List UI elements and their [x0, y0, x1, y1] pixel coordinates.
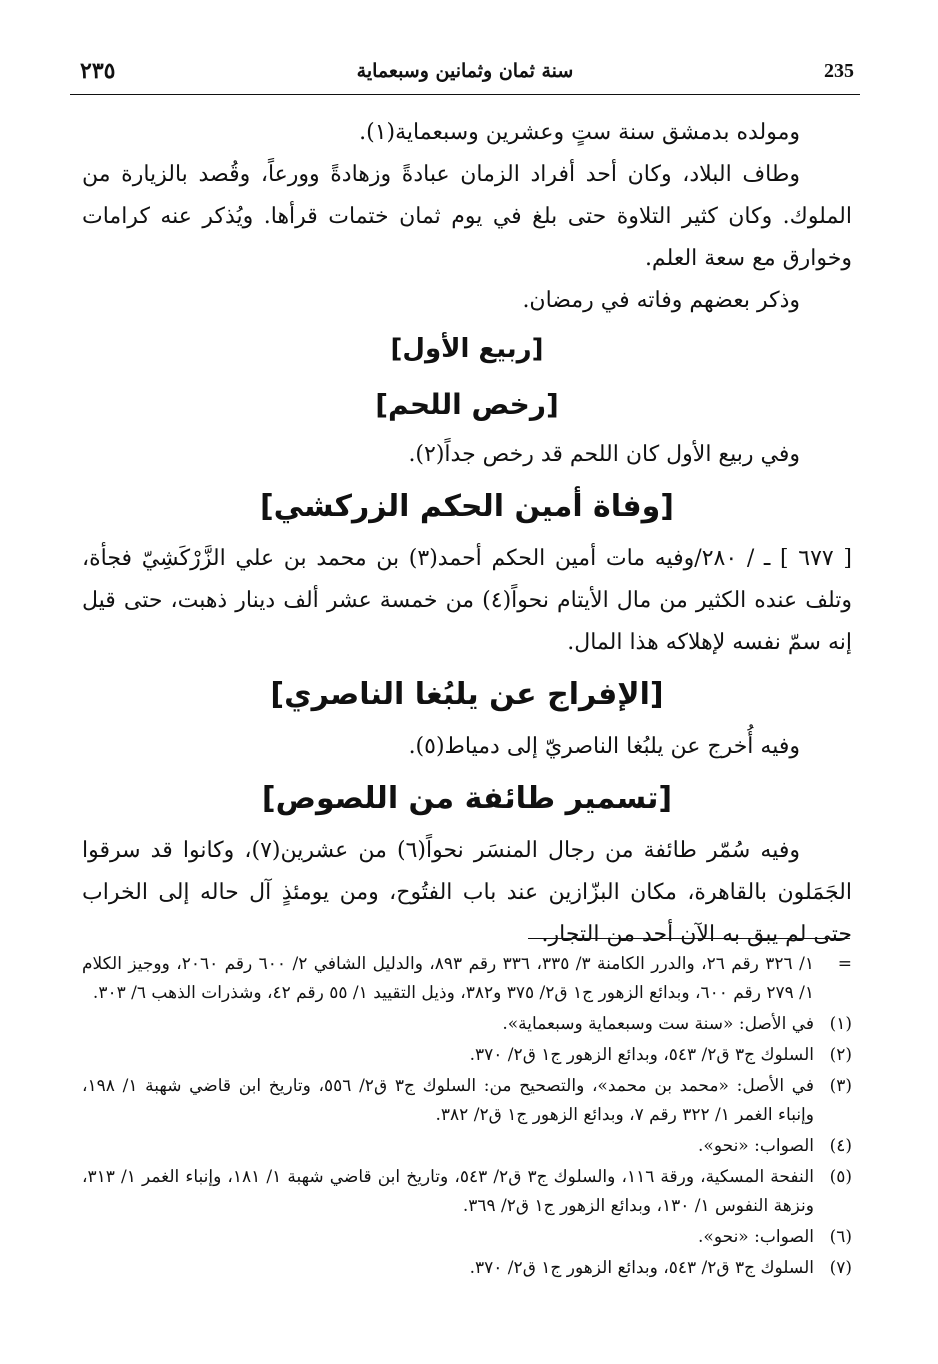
- footnote-text: النفحة المسكية، ورقة ١١٦، والسلوك ج٣ ق٢/ ٥٤٣، وتاريخ ابن قاضي شهبة ١/ ١٨١، وإنباء الغمر ١/ ٣١٣، ونزهة النفوس ١/ ١٣٠، وبدائع الزهور ج١ ق٢/ ٣٦٩.: [82, 1167, 814, 1216]
- footnotes: [82, 950, 852, 1285]
- running-title: سنة ثمان وثمانين وسبعماية: [356, 60, 574, 82]
- footnote-number: (٢): [829, 1045, 852, 1065]
- paragraph-cheap-meat: وفي ربيع الأول كان اللحم قد رخص جداً(٢).: [408, 442, 800, 467]
- paragraph-birth: ومولده بدمشق سنة ستٍ وعشرين وسبعماية(١).: [359, 120, 800, 145]
- footnote-number: (٥): [829, 1167, 852, 1187]
- footnote: [82, 1010, 852, 1039]
- section-heading-nailing-thieves: [تسمير طائفة من اللصوص]: [261, 781, 673, 816]
- footnote-divider: [528, 938, 850, 939]
- paragraph-release-yalbugha: وفيه أُخرج عن يلبُغا الناصريّ إلى دمياط(٥).: [408, 734, 800, 759]
- footnote: [82, 1254, 852, 1283]
- footnote-number: (١): [829, 1014, 852, 1034]
- footnote: [82, 1132, 852, 1161]
- footnote-number: =: [837, 954, 852, 974]
- main-text: [82, 112, 852, 956]
- section-heading-release-yalbugha: [الإفراج عن يلبُغا الناصري]: [270, 677, 664, 712]
- section-heading-rabi-al-awwal: [ربيع الأول]: [390, 334, 544, 364]
- footnote-number: (٦): [829, 1227, 852, 1247]
- footnote-text: السلوك ج٣ ق٢/ ٥٤٣، وبدائع الزهور ج١ ق٢/ ٣٧٠.: [469, 1258, 814, 1278]
- footnote: [82, 1041, 852, 1070]
- footnote-text: في الأصل: «محمد بن محمد»، والتصحيح من: السلوك ج٣ ق٢/ ٥٥٦، وتاريخ ابن قاضي شهبة ١/ ١٩٨، وإنباء الغمر ١/ ٣٢٢ رقم ٧، وبدائع الزهور ج١ ق٢/ ٣٨٢.: [82, 1076, 815, 1125]
- footnote-number: (٤): [829, 1136, 852, 1156]
- footnote-text: في الأصل: «سنة ست وسبعماية وسبعماية».: [502, 1014, 814, 1034]
- section-heading-cheap-meat: [رخص اللحم]: [375, 388, 559, 421]
- footnote-number: (٣): [829, 1076, 852, 1096]
- section-heading-death-zarkashi: [وفاة أمين الحكم الزركشي]: [259, 489, 675, 524]
- footnote-text: الصواب: «نحو».: [698, 1136, 814, 1156]
- paragraph-death-ramadan: وذكر بعضهم وفاته في رمضان.: [522, 288, 800, 313]
- footnote: [82, 1072, 852, 1130]
- page-number-latin: 235: [824, 60, 854, 82]
- paragraph-nailing-thieves: وفيه سُمّر طائفة من رجال المنسَر نحواً(٦) من عشرين(٧)، وكانوا قد سرقوا الجَمَلون بالقاهرة، مكان البزّازين عند باب الفتُوح، ومن يومئذٍ آل حاله إلى الخراب حتى لم يبق به الآن أحد من التجار.: [82, 838, 852, 947]
- page-number-arabic: ٢٣٥: [80, 58, 116, 84]
- footnote: [82, 1163, 852, 1221]
- paragraph-travels: وطاف البلاد، وكان أحد أفراد الزمان عبادةً وزهادةً وورعاً، وقُصد بالزيارة من الملوك. وكان كثير التلاوة حتى بلغ في يوم ثمان ختمات قرأها. ويُذكر عنه كرامات وخوارق مع سعة العلم.: [82, 162, 852, 271]
- footnote-text: السلوك ج٣ ق٢/ ٥٤٣، وبدائع الزهور ج١ ق٢/ ٣٧٠.: [469, 1045, 814, 1065]
- paragraph-death-zarkashi: [ ٦٧٧ ] ـ / ٢٨٠/وفيه مات أمين الحكم أحمد(٣) بن محمد بن علي الزَّرْكَشِيّ فجأة، وتلف عنده الكثير من مال الأيتام نحواً(٤) من خمسة عشر ألف دينار ذهبت، حتى قيل إنه سمّ نفسه لإهلاكه هذا المال.: [82, 546, 853, 655]
- page-header: [70, 58, 860, 95]
- footnote-text: ١/ ٣٢٦ رقم ٢٦، والدرر الكامنة ٣/ ٣٣٥، ٣٣٦ رقم ٨٩٣، والدليل الشافي ٢/ ٦٠٠ رقم ٢٠٦٠، ووجيز الكلام ١/ ٢٧٩ رقم ٦٠٠، وبدائع الزهور ج١ ق٢/ ٣٧٥ و٣٨٢، وذيل التقييد ١/ ٥٥ رقم ٤٢، وشذرات الذهب ٦/ ٣٠٣.: [82, 954, 814, 1003]
- footnote: [82, 950, 852, 1008]
- footnote-text: الصواب: «نحو».: [698, 1227, 814, 1247]
- footnote: [82, 1223, 852, 1252]
- footnote-number: (٧): [829, 1258, 852, 1278]
